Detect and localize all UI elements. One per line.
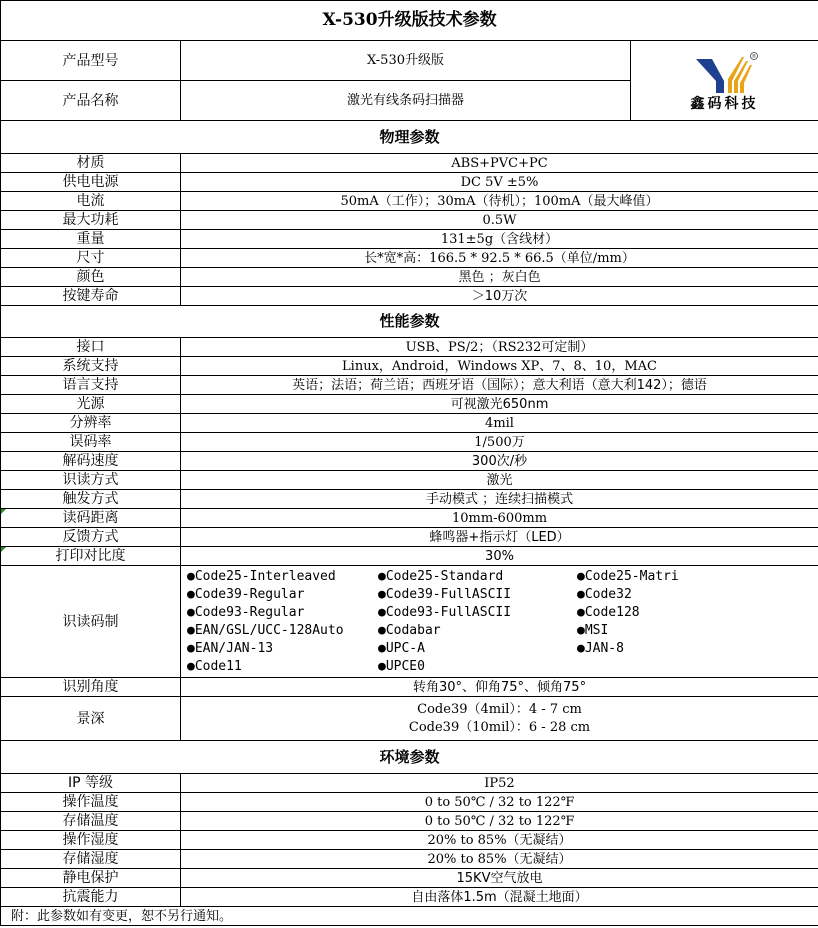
- row-value: 可视激光650nm: [181, 395, 818, 414]
- angle-label: 识别角度: [1, 678, 181, 697]
- code-item: ●Code93-Regular: [187, 605, 305, 620]
- code-item: ●Code39-FullASCII: [378, 587, 512, 602]
- row-value: ABS+PVC+PC: [181, 154, 818, 173]
- codes-label: 识读码制: [1, 566, 181, 678]
- footnote: 附：此参数如有变更，恕不另行通知。: [1, 907, 818, 926]
- row-label: 颜色: [1, 268, 181, 287]
- row-label: 按键寿命: [1, 287, 181, 306]
- code-item: ●Code128: [577, 605, 640, 620]
- row-value: 0.5W: [181, 211, 818, 230]
- row-value: 20% to 85%（无凝结）: [181, 850, 818, 869]
- dof-label: 景深: [1, 697, 181, 741]
- row-label: 供电电源: [1, 173, 181, 192]
- name-label: 产品名称: [1, 81, 181, 121]
- row-label: 分辨率: [1, 414, 181, 433]
- dof-line: Code39（4mil）：4 - 7 cm: [417, 701, 582, 717]
- row-label: 抗震能力: [1, 888, 181, 907]
- row-label: 尺寸: [1, 249, 181, 268]
- row-value: DC 5V ±5%: [181, 173, 818, 192]
- row-label: 光源: [1, 395, 181, 414]
- row-label: 误码率: [1, 433, 181, 452]
- code-item: ●EAN/JAN-13: [187, 641, 274, 656]
- row-value: 英语；法语；荷兰语；西班牙语（国际）；意大利语（意大利142）；德语: [181, 376, 818, 395]
- code-item: ●Code11: [187, 659, 242, 674]
- row-label: 材质: [1, 154, 181, 173]
- row-label: 接口: [1, 338, 181, 357]
- physical-rows: [1, 154, 818, 306]
- section-environment: 环境参数: [1, 741, 818, 774]
- row-value: 10mm-600mm: [181, 509, 818, 528]
- row-value: 1/500万: [181, 433, 818, 452]
- code-item: ●Code93-FullASCII: [378, 605, 512, 620]
- code-item: ●MSI: [577, 623, 609, 638]
- code-item: ●Code39-Regular: [187, 587, 305, 602]
- code-item: ●EAN/GSL/UCC-128Auto: [187, 623, 344, 638]
- row-value: 30%: [181, 547, 818, 566]
- code-item: ●Code25-Matri: [577, 569, 679, 584]
- codes-grid: [181, 568, 818, 675]
- row-label: IP 等级: [1, 774, 181, 793]
- name-value: 激光有线条码扫描器: [181, 81, 631, 121]
- code-item: ●Codabar: [378, 623, 441, 638]
- row-label: 打印对比度: [1, 547, 181, 566]
- code-item: ●UPC-A: [378, 641, 425, 656]
- section-performance: 性能参数: [1, 306, 818, 338]
- row-value: 激光: [181, 471, 818, 490]
- section-physical: 物理参数: [1, 121, 818, 154]
- row-value: 4mil: [181, 414, 818, 433]
- row-label: 系统支持: [1, 357, 181, 376]
- row-value: ＞10万次: [181, 287, 818, 306]
- row-label: 最大功耗: [1, 211, 181, 230]
- row-label: 重量: [1, 230, 181, 249]
- row-label: 存储温度: [1, 812, 181, 831]
- row-label: 反馈方式: [1, 528, 181, 547]
- row-value: 0 to 50℃ / 32 to 122℉: [181, 812, 818, 831]
- page-title: X-530升级版技术参数: [1, 1, 818, 41]
- logo: [631, 42, 818, 120]
- code-item: ●UPCE0: [378, 659, 425, 674]
- row-value: 131±5g（含线材）: [181, 230, 818, 249]
- logo-cell: [631, 41, 818, 121]
- dof-line: Code39（10mil）：6 - 28 cm: [408, 719, 591, 735]
- row-value: 蜂鸣器+指示灯（LED）: [181, 528, 818, 547]
- row-label: 触发方式: [1, 490, 181, 509]
- row-label: 解码速度: [1, 452, 181, 471]
- model-label: 产品型号: [1, 41, 181, 81]
- row-label: 识读方式: [1, 471, 181, 490]
- row-label: 操作温度: [1, 793, 181, 812]
- row-label: 操作湿度: [1, 831, 181, 850]
- model-value: X-530升级版: [181, 41, 631, 81]
- row-value: 长*宽*高：166.5 * 92.5 * 66.5（单位/mm）: [181, 249, 818, 268]
- code-item: ●JAN-8: [577, 641, 624, 656]
- code-item: ●Code32: [577, 587, 632, 602]
- row-label: 静电保护: [1, 869, 181, 888]
- row-value: 15KV空气放电: [181, 869, 818, 888]
- row-label: 语言支持: [1, 376, 181, 395]
- row-value: 自由落体1.5m（混凝土地面）: [181, 888, 818, 907]
- logo-icon: [692, 51, 758, 95]
- logo-reg: ®: [751, 53, 756, 60]
- row-value: Linux，Android，Windows XP、7、8、10，MAC: [181, 357, 818, 376]
- codes-cell: [181, 566, 818, 678]
- row-value: 50mA（工作）；30mA（待机）；100mA（最大峰值）: [181, 192, 818, 211]
- code-item: ●Code25-Standard: [378, 569, 504, 584]
- row-value: USB、PS/2；（RS232可定制）: [181, 338, 818, 357]
- code-item: [577, 658, 777, 675]
- row-value: IP52: [181, 774, 818, 793]
- row-label: 读码距离: [1, 509, 181, 528]
- row-value: 0 to 50℃ / 32 to 122℉: [181, 793, 818, 812]
- row-value: 手动模式 ；连续扫描模式: [181, 490, 818, 509]
- angle-value: 转角30°、仰角75°、倾角75°: [181, 678, 818, 697]
- row-label: 存储湿度: [1, 850, 181, 869]
- logo-text: 鑫码科技: [690, 95, 759, 112]
- environment-rows: [1, 774, 818, 907]
- dof-value: [181, 697, 818, 741]
- row-value: 300次/秒: [181, 452, 818, 471]
- performance-rows: [1, 338, 818, 741]
- row-label: 电流: [1, 192, 181, 211]
- row-value: 20% to 85%（无凝结）: [181, 831, 818, 850]
- code-item: ●Code25-Interleaved: [187, 569, 336, 584]
- row-value: 黑色 ；灰白色: [181, 268, 818, 287]
